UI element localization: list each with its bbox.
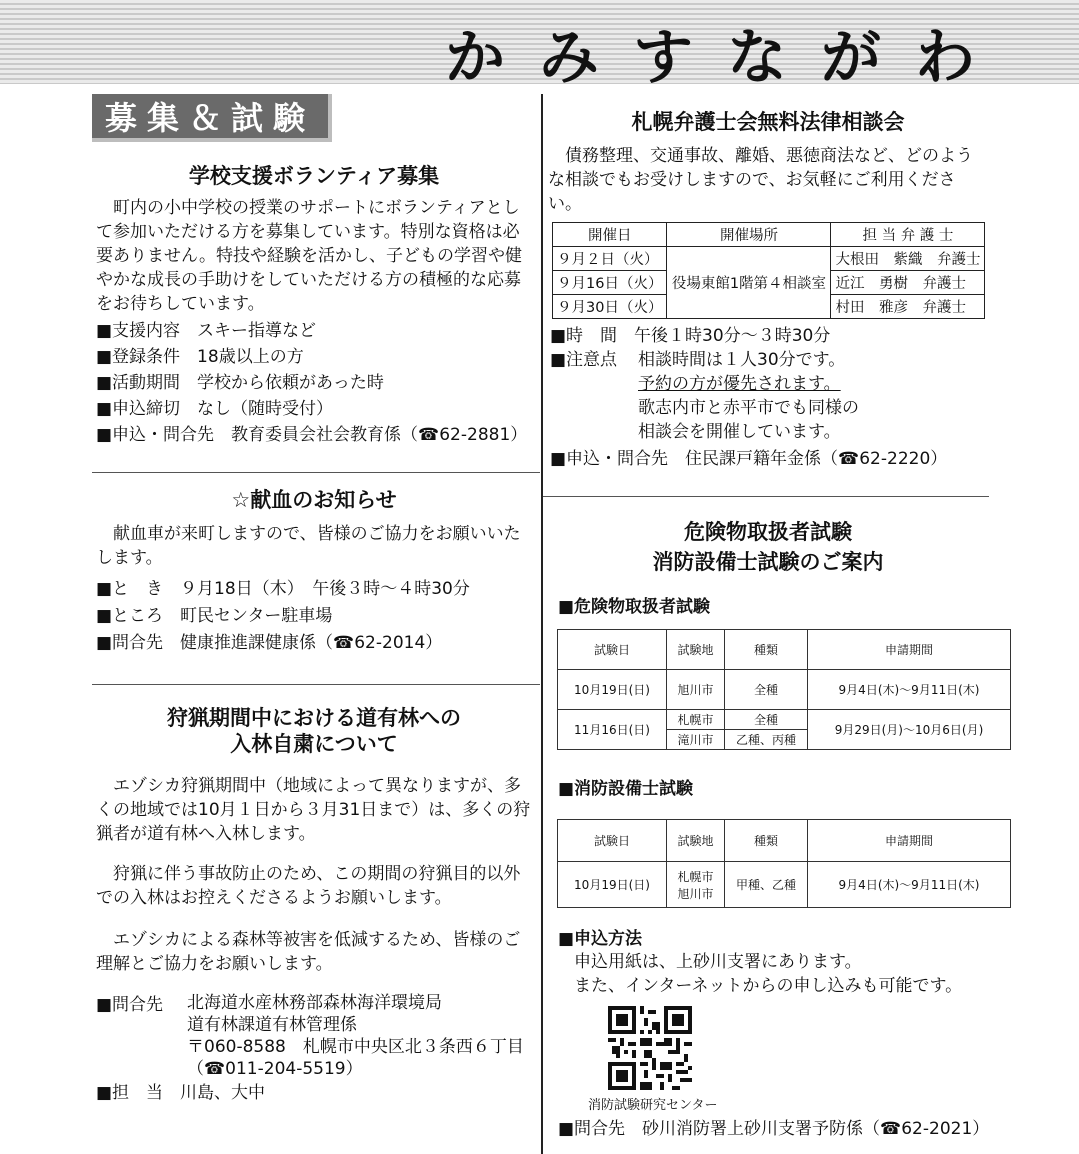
hunting-para: エゾシカによる森林等被害を低減するため、皆様のご理解とご協力をお願いします。 xyxy=(96,930,521,974)
legal-notes xyxy=(638,348,859,444)
volunteer-item: ■支援内容 スキー指導など xyxy=(96,321,317,341)
qr-code[interactable] xyxy=(608,1006,692,1090)
volunteer-item: ■申込締切 なし（随時受付） xyxy=(96,399,334,419)
volunteer-item: ■活動期間 学校から依頼があった時 xyxy=(96,373,384,393)
contact-line: （☎011-204-5519） xyxy=(187,1059,363,1079)
hunting-contact-label: ■問合先 xyxy=(96,995,164,1015)
legal-table xyxy=(552,222,985,319)
lawyer-cell: 近江 勇樹 弁護士 xyxy=(831,271,985,295)
legal-body: 債務整理、交通事故、離婚、悪徳商法など、どのような相談でもお受けしますので、お気軽にご利用ください。 xyxy=(548,146,973,214)
volunteer-item: ■登録条件 18歳以上の方 xyxy=(96,347,304,367)
exam-date: 11月16日(日) xyxy=(558,710,667,750)
col-header: 開催場所 xyxy=(667,223,831,247)
divider xyxy=(92,684,540,685)
blood-body: 献血車が来町しますので、皆様のご協力をお願いいたします。 xyxy=(96,524,521,568)
hazmat-table xyxy=(557,629,1011,750)
apply-line: また、インターネットからの申し込みも可能です。 xyxy=(574,976,963,996)
column-divider xyxy=(541,94,543,1154)
note-line: 予約の方が優先されます。 xyxy=(638,374,841,394)
apply-title: ■申込方法 xyxy=(558,929,643,949)
place-cell: 役場東館1階第４相談室 xyxy=(667,247,831,319)
lawyer-cell: 大根田 紫織 弁護士 xyxy=(831,247,985,271)
col-header: 試験地 xyxy=(667,630,725,670)
hazmat-title: ■危険物取扱者試験 xyxy=(558,597,711,617)
divider xyxy=(92,472,540,473)
legal-contact: ■申込・問合先 住民課戸籍年金係（☎62-2220） xyxy=(550,449,948,469)
date-cell: ９月16日（火） xyxy=(553,271,667,295)
exam-date: 10月19日(日) xyxy=(558,670,667,710)
contact-line: 道有林課道有林管理係 xyxy=(187,1015,357,1035)
place-line: 旭川市 xyxy=(677,886,714,901)
volunteer-contact: ■申込・問合先 教育委員会社会教育係（☎62-2881） xyxy=(96,425,528,445)
exam-period: 9月29日(月)～10月6日(月) xyxy=(808,710,1011,750)
exam-type: 乙種、丙種 xyxy=(725,730,808,750)
note-line: 相談会を開催しています。 xyxy=(638,422,841,442)
fire-title: ■消防設備士試験 xyxy=(558,779,694,799)
exam-heading-2: 消防設備士試験のご案内 xyxy=(652,550,884,574)
volunteer-details xyxy=(96,318,536,448)
contact-line: 北海道水産林務部森林海洋環境局 xyxy=(187,993,442,1013)
exam-type: 甲種、乙種 xyxy=(725,862,808,908)
exam-type: 全種 xyxy=(725,710,808,730)
blood-details xyxy=(96,576,536,657)
hunting-contact xyxy=(187,992,524,1080)
date-cell: ９月２日（火） xyxy=(553,247,667,271)
hunting-heading-2: 入林自粛について xyxy=(230,732,398,756)
exam-place xyxy=(667,862,725,908)
exam-period: 9月4日(木)～9月11日(木) xyxy=(808,670,1011,710)
legal-time: ■時 間 午後１時30分～３時30分 xyxy=(550,326,831,346)
exam-place: 滝川市 xyxy=(667,730,725,750)
hunting-para: エゾシカ狩猟期間中（地域によって異なりますが、多くの地域では10月１日から３月31日まで）は、多くの狩猟者が道有林へ入林します。 xyxy=(96,776,531,844)
blood-item: ■問合先 健康推進課健康係（☎62-2014） xyxy=(96,633,443,653)
col-header: 試験地 xyxy=(667,820,725,862)
col-header: 担 当 弁 護 士 xyxy=(831,223,985,247)
exam-place: 札幌市 xyxy=(667,710,725,730)
hunting-para: 狩猟に伴う事故防止のため、この期間の狩猟目的以外での入林はお控えくださるようお願いします。 xyxy=(96,864,521,908)
legal-note-label: ■注意点 xyxy=(550,350,618,370)
note-line: 相談時間は１人30分です。 xyxy=(638,350,846,370)
volunteer-heading: 学校支援ボランティア募集 xyxy=(188,164,440,188)
hunting-heading-1: 狩猟期間中における道有林への xyxy=(167,706,461,730)
fire-table xyxy=(557,819,1011,908)
section-tag: 募集＆試験 xyxy=(92,94,332,142)
col-header: 試験日 xyxy=(558,630,667,670)
blood-item: ■と き ９月18日（木） 午後３時～４時30分 xyxy=(96,579,470,599)
volunteer-body: 町内の小中学校の授業のサポートにボランティアとして参加いただける方を募集しています。特別な資格は必要ありません。特技や経験を活かし、子どもの学習や健やかな成長の手助けをしていただける方の積極的な応募をお待ちしています。 xyxy=(96,198,523,314)
note-line: 歌志内市と赤平市でも同様の xyxy=(638,398,859,418)
apply-line: 申込用紙は、上砂川支署にあります。 xyxy=(574,952,862,972)
exam-place: 旭川市 xyxy=(667,670,725,710)
exam-period: 9月4日(木)～9月11日(木) xyxy=(808,862,1011,908)
hunting-staff: ■担 当 川島、大中 xyxy=(96,1083,266,1103)
page-title: かみすながわ xyxy=(445,23,1009,93)
exam-type: 全種 xyxy=(725,670,808,710)
col-header: 種類 xyxy=(725,820,808,862)
exam-contact: ■問合先 砂川消防署上砂川支署予防係（☎62-2021） xyxy=(558,1119,990,1139)
date-cell: ９月30日（火） xyxy=(553,295,667,319)
place-line: 札幌市 xyxy=(677,869,714,884)
col-header: 試験日 xyxy=(558,820,667,862)
legal-heading: 札幌弁護士会無料法律相談会 xyxy=(631,110,905,134)
col-header: 申請期間 xyxy=(808,820,1011,862)
qr-caption: 消防試験研究センター xyxy=(588,1098,718,1113)
blood-heading: ☆献血のお知らせ xyxy=(231,488,397,512)
blood-item: ■ところ 町民センター駐車場 xyxy=(96,606,333,626)
col-header: 開催日 xyxy=(553,223,667,247)
divider xyxy=(543,496,989,497)
col-header: 種類 xyxy=(725,630,808,670)
contact-line: 〒060-8588 札幌市中央区北３条西６丁目 xyxy=(187,1037,524,1057)
col-header: 申請期間 xyxy=(808,630,1011,670)
exam-date: 10月19日(日) xyxy=(558,862,667,908)
exam-heading-1: 危険物取扱者試験 xyxy=(684,520,852,544)
lawyer-cell: 村田 雅彦 弁護士 xyxy=(831,295,985,319)
